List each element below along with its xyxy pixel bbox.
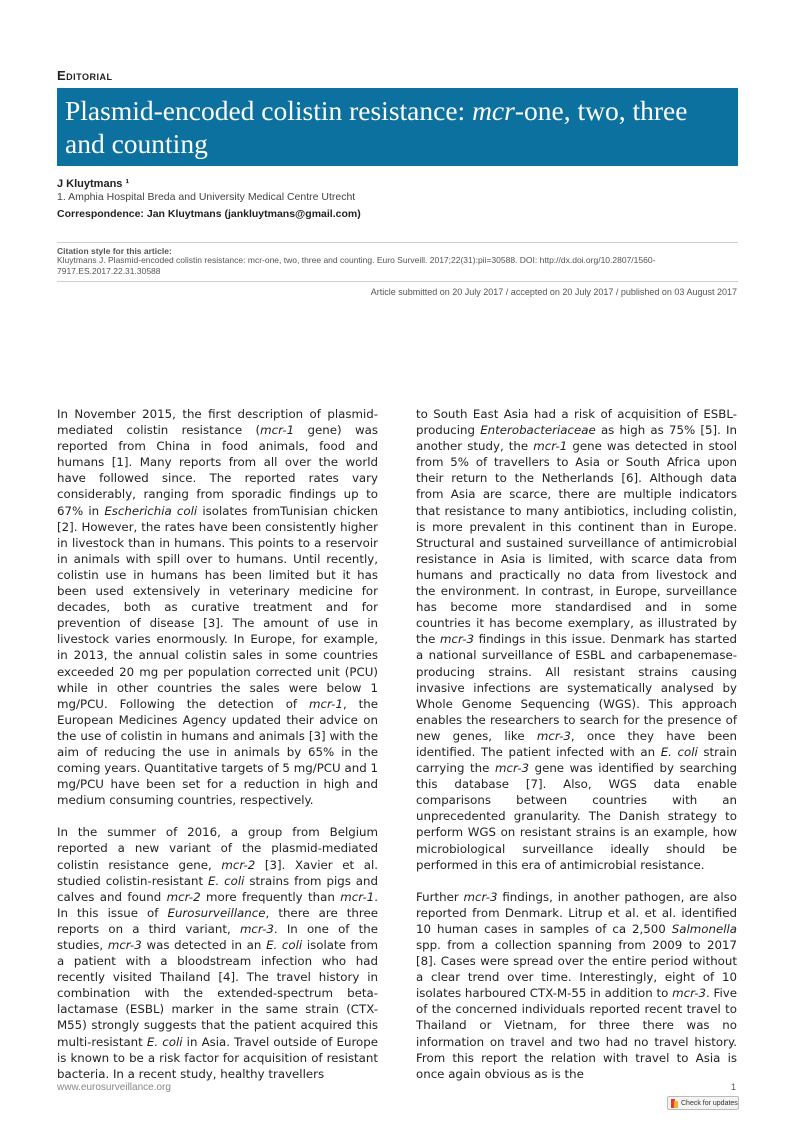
crossmark-icon [671, 1099, 678, 1108]
text-run: gene was identified by searching this database [7]. Also, WGS data enable comparisons between countries with an unprecedented granularity. The Danish strategy to perform WGS on resistant strains is an example, how microbiological surveillance ideally should be performed in this era of antimicrobial resistance. [416, 761, 737, 872]
page-number: 1 [730, 1082, 736, 1092]
text-run: , once they have been identified. The patient infected with an [416, 728, 737, 759]
text-run: . In one of the studies, [57, 921, 379, 952]
italic-run: mcr-1 [340, 889, 375, 904]
italic-run: mcr-2 [221, 857, 256, 872]
italic-run: mcr-3 [463, 889, 498, 904]
title-part-1: Plasmid-encoded colistin resistance: [65, 95, 473, 126]
paragraph [57, 824, 378, 1082]
citation-heading: Citation style for this article: [57, 246, 172, 256]
paragraph [416, 406, 737, 873]
italic-run: Escherichia coli [104, 503, 198, 518]
article-title [57, 88, 738, 166]
citation-top-rule [57, 242, 738, 243]
italic-run: mcr-3 [107, 938, 142, 952]
citation-text[interactable]: Kluytmans J. Plasmid-encoded colistin resistance: mcr-one, two, three and counting. Euro Surveill. 2017;22(31):pii=30588. DOI: http://dx.doi.org/10.2807/1560-7917.ES.2017.22.31.30588 [57, 255, 656, 276]
text-run: In the summer of 2016, a group from Belgium reported a new variant of the plasmid-mediated colistin resistance gene, [57, 825, 378, 872]
italic-run: E. coli [146, 1034, 183, 1049]
correspondence: Correspondence: Jan Kluytmans (jankluytmans@gmail.com) [57, 208, 361, 220]
affiliation: 1. Amphia Hospital Breda and University Medical Centre Utrecht [57, 191, 356, 203]
text-run: findings, in another pathogen, are also reported from Denmark. Litrup et al. et al. identified 10 human cases in samples of ca 2,500 [416, 889, 737, 936]
italic-run: E. coli [208, 873, 245, 888]
text-run: spp. from a collection spanning from 2009 to 2017 [8]. Cases were spread over the entire period without a clear trend over time. Interestingly, eight of 10 isolates harboured CTX-M-55 in addition to [416, 938, 737, 1001]
italic-run: mcr-1 [533, 439, 568, 454]
text-run: [3]. Xavier et al. studied colistin-resistant [57, 857, 379, 888]
title-part-2: -one, two, three and counting [65, 95, 688, 159]
italic-run: Eurosurveillance [167, 905, 266, 920]
italic-run: mcr-1 [309, 696, 343, 711]
text-run: findings in this issue. Denmark has started a national surveillance of ESBL and carbapenemase-producing strains. All resistant strains causing invasive infections are systematically analysed by Whole Genome Sequencing (WGS). This approach enables the researchers to search for the presence of new genes, like [416, 632, 737, 743]
text-run: . Five of the concerned individuals reported recent travel to Thailand or Vietnam, for three there was no information on travel and two had no travel history. From this report the relation with travel to Asia is once again obvious as is the [416, 986, 737, 1081]
title-italic-gene: mcr [472, 95, 515, 126]
italic-run: mcr-3 [440, 632, 474, 647]
paragraph [57, 406, 378, 808]
italic-run: mcr-3 [536, 728, 571, 743]
text-run: more frequently than [200, 889, 341, 904]
italic-run: mcr-3 [239, 921, 274, 936]
text-run: strain carrying the [416, 744, 737, 776]
body-column-right [416, 406, 737, 1082]
section-label: Editorial [57, 68, 113, 83]
citation-bottom-rule [57, 281, 738, 282]
text-run: to South East Asia had a risk of acquisition of ESBL-producing [416, 407, 737, 438]
italic-run: mcr-3 [495, 761, 529, 776]
article-dates: Article submitted on 20 July 2017 / accepted on 20 July 2017 / published on 03 August 2017 [370, 287, 737, 297]
check-for-updates-label: Check for updates [681, 1099, 738, 1107]
italic-run: Salmonella [671, 921, 737, 936]
text-run: strains from pigs and calves and found [57, 873, 378, 904]
italic-run: E. coli [660, 744, 698, 759]
text-run: . In this issue of [57, 889, 378, 920]
paragraph [416, 889, 737, 1082]
text-run: isolates fromTunisian chicken [2]. However, the rates have been consistently higher in livestock than in humans. This points to a reservoir in animals with spill over to humans. Until recently, colistin use in humans has been limited but it has been used extensively in veterinary medicine for decades, both as curative treatment and for prevention of disease [3]. The amount of use in livestock varies enormously. In Europe, for example, in 2013, the annual colistin sales in some countries exceeded 20 mg per population corrected unit (PCU) while in other countries the sales were below 1 mg/PCU. Following the detection of [57, 503, 378, 711]
italic-run: mcr-1 [260, 423, 295, 438]
text-run: , there are three reports on a third variant, [57, 905, 378, 936]
text-run: was detected in an [141, 938, 267, 952]
italic-run: mcr-3 [672, 986, 707, 1001]
text-run: gene was detected in stool from 5% of travellers to Asia or South Africa upon their return to the Netherlands [6]. Although data from Asia are scarce, there are multiple indicators that resistance to many antibiotics, including colistin, is more prevalent in this continent than in Europe. Structural and sustained surveillance of antimicrobial resistance in Asia is limited, with scarce data from humans and practically no data from livestock and the environment. In contrast, in Europe, surveillance has become more standardised and in some countries it has become exemplary, as illustrated by the [416, 439, 737, 647]
body-column-left [57, 406, 378, 1082]
text-run: as high as 75% [5]. In another study, the [416, 423, 737, 454]
text-run: isolate from a patient with a bloodstream infection who had recently visited Thailand [4]. The travel history in combination with the extended-spectrum beta-lactamase (ESBL) marker in the same strain (CTX-M55) strongly suggests that the patient acquired this multi-resistant [57, 938, 378, 1049]
text-run: , the European Medicines Agency updated their advice on the use of colistin in humans and animals [3] with the aim of reducing the use in animals by 65% in the coming years. Quantitative targets of 5 mg/PCU and 1 mg/PCU have been set for a reduction in high and medium consuming countries, respectively. [57, 696, 378, 808]
text-run: In November 2015, the first description of plasmid-mediated colistin resistance ( [57, 407, 378, 438]
italic-run: E. coli [266, 938, 303, 952]
author-line: J Kluytmans ¹ [57, 178, 130, 190]
italic-run: Enterobacteriaceae [480, 423, 596, 438]
text-run: in Asia. Travel outside of Europe is known to be a risk factor for acquisition of resistant bacteria. In a recent study, healthy travellers [57, 1034, 379, 1081]
check-for-updates-button[interactable] [667, 1096, 739, 1110]
footer-url-link[interactable]: www.eurosurveillance.org [57, 1082, 171, 1093]
text-run: gene) was reported from China in food animals, food and humans [1]. Many reports from all over the world have followed since. The reported rates vary considerably, ranging from sporadic findings up to 67% in [57, 423, 379, 518]
italic-run: mcr-2 [166, 889, 201, 904]
text-run: Further [416, 889, 464, 904]
